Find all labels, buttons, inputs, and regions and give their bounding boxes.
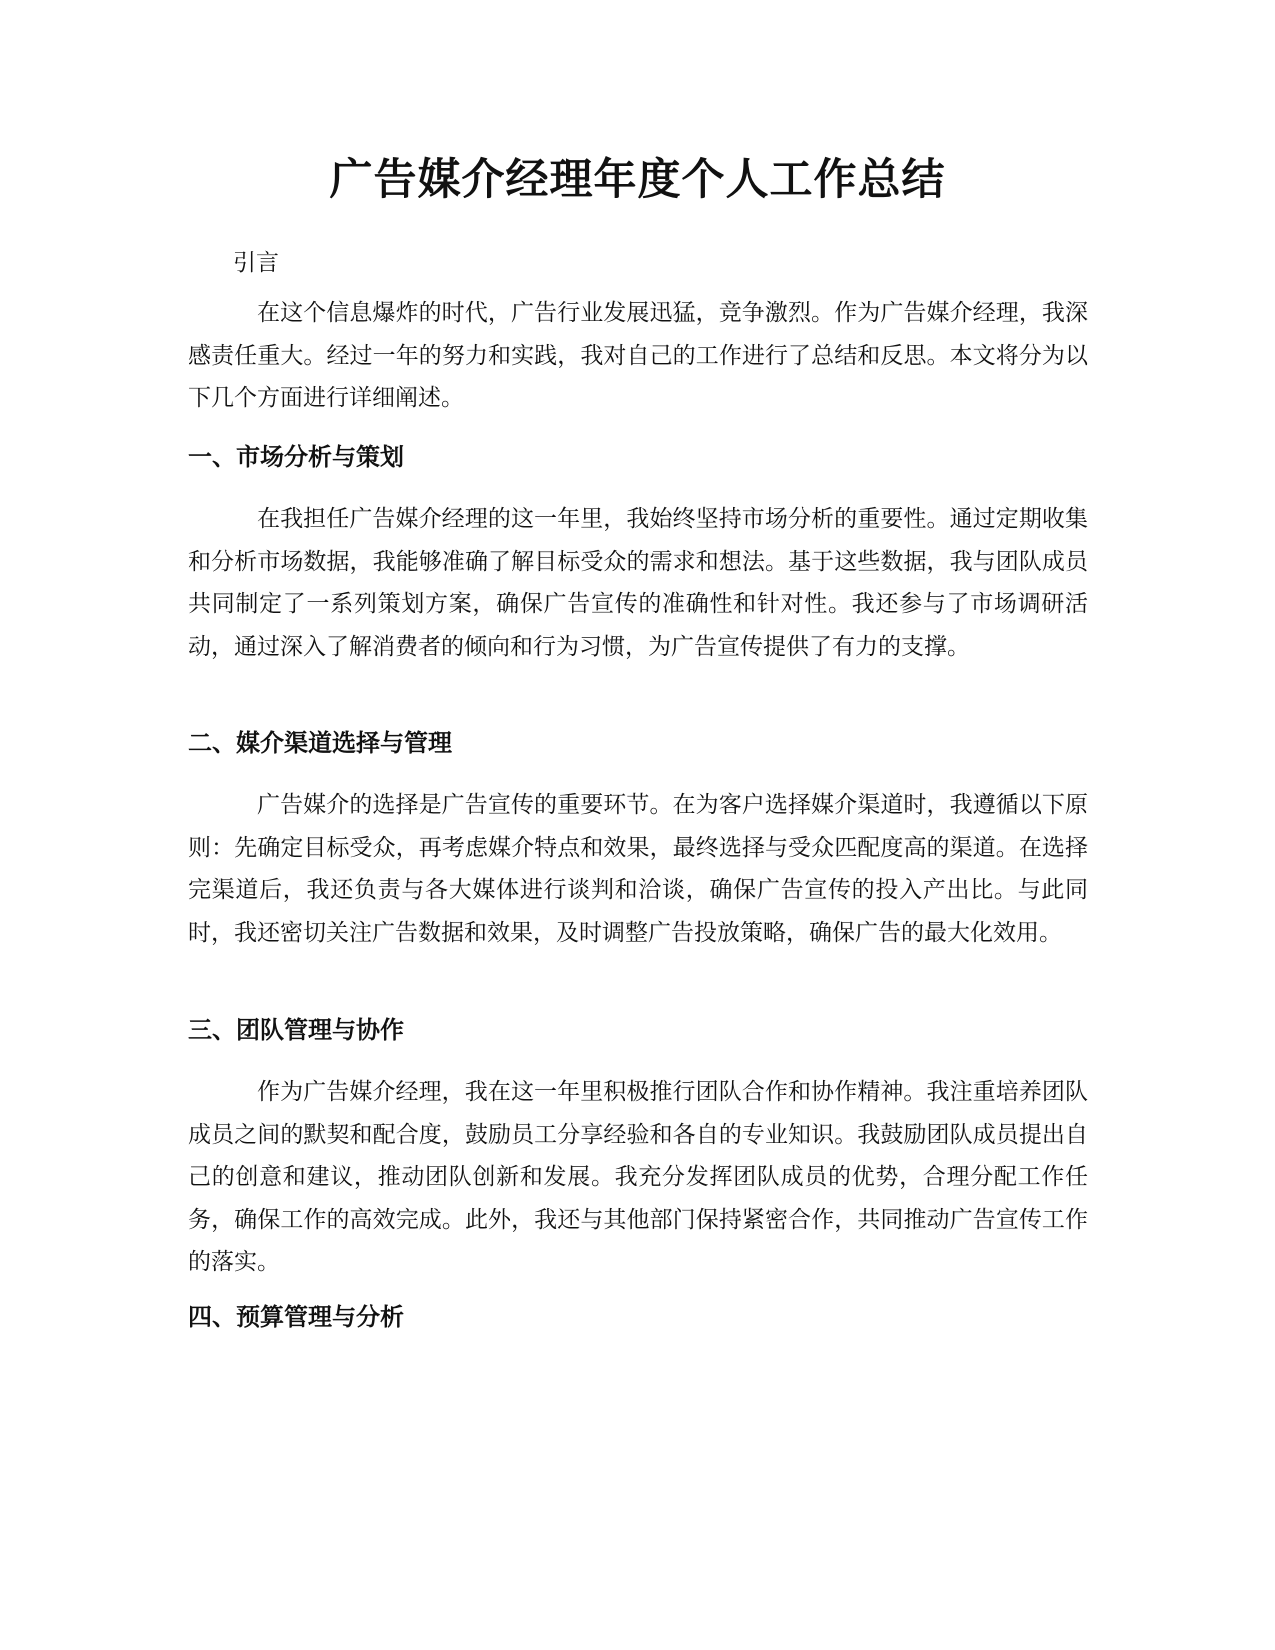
section-paragraph-3: 作为广告媒介经理，我在这一年里积极推行团队合作和协作精神。我注重培养团队成员之间的默契和配合度，鼓励员工分享经验和各自的专业知识。我鼓励团队成员提出自己的创意和建议，推动团队创新和发展。我充分发挥团队成员的优势，合理分配工作任务，确保工作的高效完成。此外，我还与其他部门保持紧密合作，共同推动广告宣传工作的落实。 — [188, 1079, 1088, 1276]
document-title: 广告媒介经理年度个人工作总结 — [329, 155, 946, 205]
section-heading-1: 一、市场分析与策划 — [188, 443, 404, 471]
intro-label: 引言 — [233, 250, 279, 276]
section-heading-2: 二、媒介渠道选择与管理 — [188, 729, 452, 757]
intro-paragraph: 在这个信息爆炸的时代，广告行业发展迅猛，竞争激烈。作为广告媒介经理，我深感责任重大。经过一年的努力和实践，我对自己的工作进行了总结和反思。本文将分为以下几个方面进行详细阐述。 — [188, 300, 1088, 412]
section-heading-3: 三、团队管理与协作 — [188, 1016, 404, 1044]
section-heading-4: 四、预算管理与分析 — [188, 1303, 404, 1331]
section-paragraph-1: 在我担任广告媒介经理的这一年里，我始终坚持市场分析的重要性。通过定期收集和分析市场数据，我能够准确了解目标受众的需求和想法。基于这些数据，我与团队成员共同制定了一系列策划方案，确保广告宣传的准确性和针对性。我还参与了市场调研活动，通过深入了解消费者的倾向和行为习惯，为广告宣传提供了有力的支撑。 — [188, 506, 1088, 660]
section-paragraph-2: 广告媒介的选择是广告宣传的重要环节。在为客户选择媒介渠道时，我遵循以下原则：先确定目标受众，再考虑媒介特点和效果，最终选择与受众匹配度高的渠道。在选择完渠道后，我还负责与各大媒体进行谈判和洽谈，确保广告宣传的投入产出比。与此同时，我还密切关注广告数据和效果，及时调整广告投放策略，确保广告的最大化效用。 — [188, 792, 1088, 946]
